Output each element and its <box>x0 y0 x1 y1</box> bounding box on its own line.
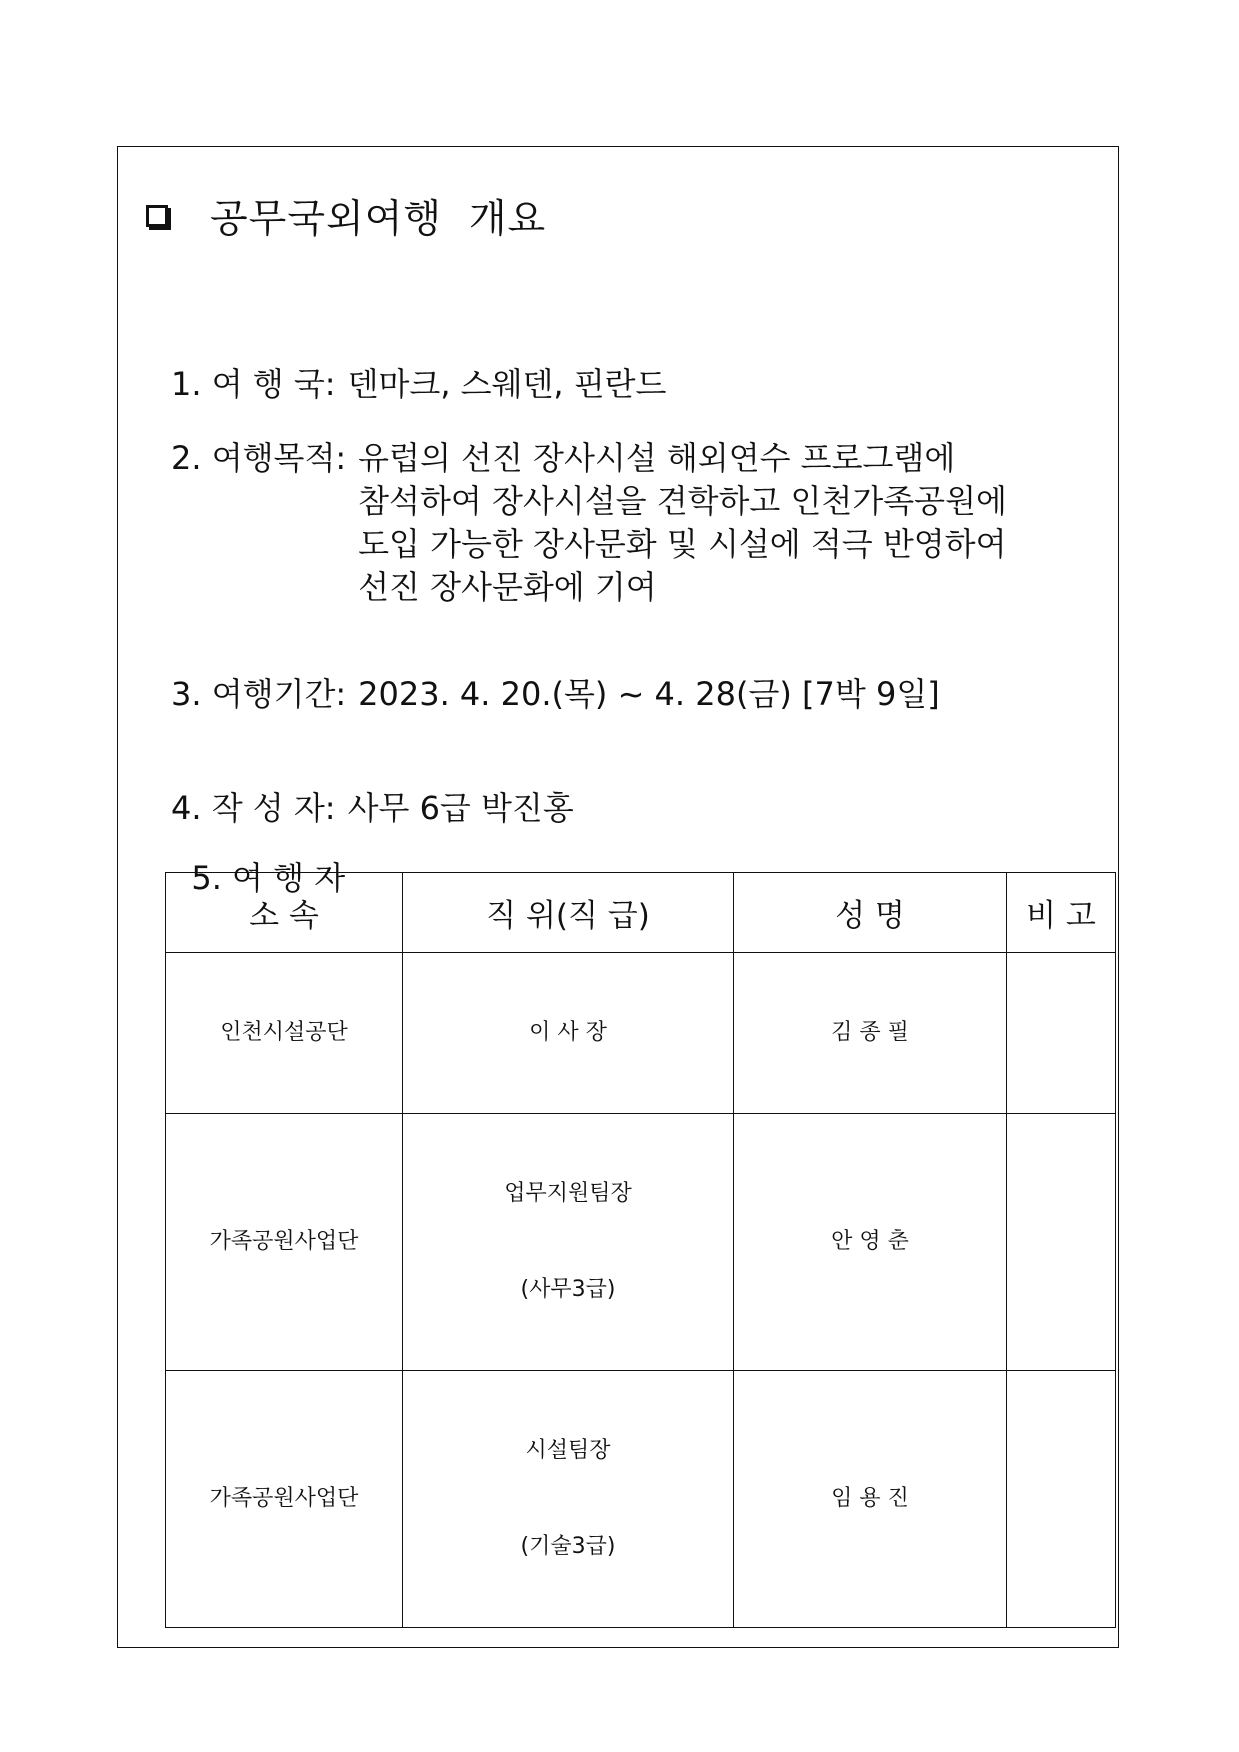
column-header-note: 비 고 <box>1007 873 1116 953</box>
cell-position-line: 시설팀장 <box>525 1438 611 1463</box>
cell-name: 안 영 춘 <box>734 1114 1007 1371</box>
item-author-text: 사무 6급 박진홍 <box>347 789 574 827</box>
item-author-label: 4. 작 성 자: <box>171 789 336 827</box>
cell-name: 김 종 필 <box>734 953 1007 1114</box>
table-row <box>166 1371 1116 1628</box>
travelers-table <box>165 872 1116 1628</box>
item-purpose-line: 유럽의 선진 장사시설 해외연수 프로그램에 <box>358 439 956 477</box>
cell-position-line: 이 사 장 <box>529 1020 607 1045</box>
cell-position <box>403 1371 734 1628</box>
cell-position-line: 업무지원팀장 <box>504 1181 632 1206</box>
table-header-row <box>166 873 1116 953</box>
cell-affiliation: 인천시설공단 <box>166 953 403 1114</box>
item-country-label: 1. 여 행 국: <box>171 365 336 403</box>
cell-note <box>1007 1371 1116 1628</box>
table-row <box>166 953 1116 1114</box>
item-period-text: 2023. 4. 20.(목) ~ 4. 28(금) [7박 9일] <box>358 675 940 713</box>
item-purpose-line: 선진 장사문화에 기여 <box>358 568 657 606</box>
cell-note <box>1007 953 1116 1114</box>
item-purpose-line: 도입 가능한 장사문화 및 시설에 적극 반영하여 <box>358 525 1007 563</box>
cell-name: 임 용 진 <box>734 1371 1007 1628</box>
cell-note <box>1007 1114 1116 1371</box>
cell-affiliation: 가족공원사업단 <box>166 1114 403 1371</box>
item-purpose-label: 2. 여행목적: <box>171 439 347 477</box>
cell-position <box>403 1114 734 1371</box>
section-heading <box>146 188 546 244</box>
item-purpose-line: 참석하여 장사시설을 견학하고 인천가족공원에 <box>358 482 1007 520</box>
column-header-affiliation: 소 속 <box>166 873 403 953</box>
column-header-position: 직 위(직 급) <box>403 873 734 953</box>
cell-position <box>403 953 734 1114</box>
cell-affiliation: 가족공원사업단 <box>166 1371 403 1628</box>
cell-position-line: (사무3급) <box>520 1277 616 1302</box>
column-header-name: 성 명 <box>734 873 1007 953</box>
item-period-label: 3. 여행기간: <box>171 675 347 713</box>
cell-position-line: (기술3급) <box>520 1534 616 1559</box>
table-row <box>166 1114 1116 1371</box>
checkbox-square-icon <box>146 205 168 227</box>
item-country-text: 덴마크, 스웨덴, 핀란드 <box>347 365 667 403</box>
heading-title: 공무국외여행 개요 <box>210 197 547 242</box>
item-travelers-label: 5. 여 행 자 <box>191 859 346 897</box>
item-purpose-text <box>358 437 1007 609</box>
